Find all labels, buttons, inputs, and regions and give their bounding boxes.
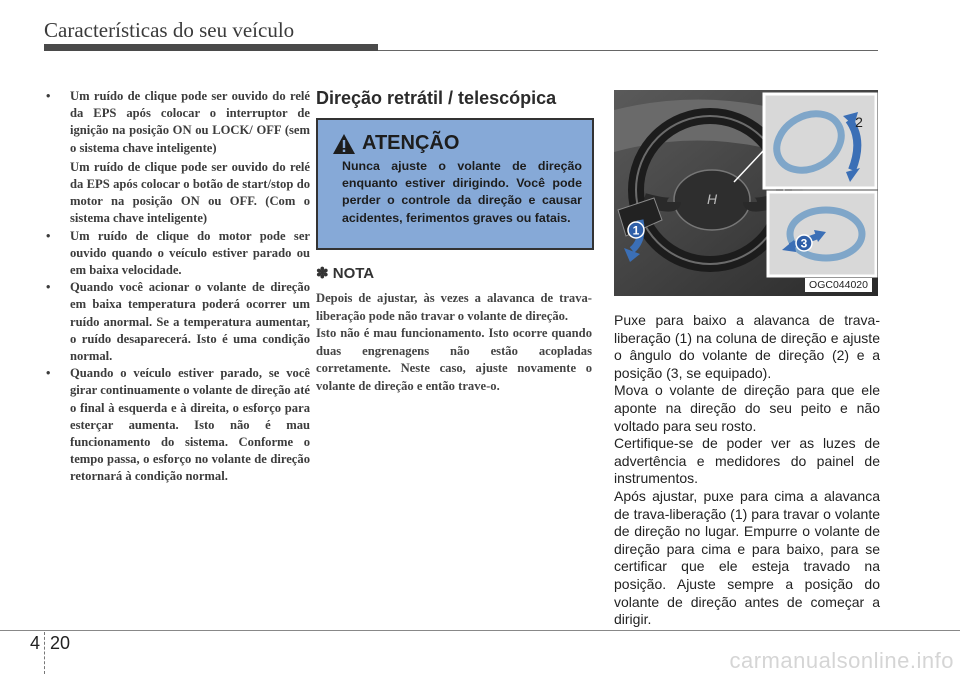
page-number: 20 <box>50 633 71 653</box>
bullet-mark: • <box>46 228 51 243</box>
note-title: ✽ NOTA <box>316 265 375 282</box>
svg-text:H: H <box>706 191 718 207</box>
bullet-mark: • <box>46 366 51 381</box>
warning-box <box>316 118 594 250</box>
header-bar <box>44 44 378 51</box>
warning-triangle-icon <box>332 133 356 155</box>
bullet-paragraph: Um ruído de clique do motor pode ser ouvido quando o veículo estiver parado ou em baixa velocidade. <box>70 228 310 278</box>
bullet-mark: • <box>46 280 51 295</box>
warning-text: Nunca ajuste o volante de direção enquanto estiver dirigindo. Você pode perder o controle da direção e causar acidentes, ferimentos graves ou fatais. <box>342 159 582 225</box>
bullet-paragraph: Quando você acionar o volante de direção em baixa temperatura poderá ocorrer um ruído anormal. Se a temperatura aumentar, o ruído desaparecerá. Isto é uma condição normal. <box>70 280 310 364</box>
inset-telescopic <box>768 192 876 276</box>
footer-divider <box>44 632 45 674</box>
bullet-paragraph: Um ruído de clique pode ser ouvido do relé da EPS após colocar o interruptor de ignição na posição ON ou LOCK/ OFF (sem o sistema chave inteligente) <box>70 89 310 155</box>
steering-adjustment-illustration <box>614 90 878 296</box>
section-number: 4 <box>30 633 41 653</box>
figure-code: OGC044020 <box>805 278 872 292</box>
warning-title: ATENÇÃO <box>362 132 460 154</box>
bullet-item <box>46 279 310 365</box>
callout-3-label: 3 <box>800 236 808 251</box>
callout-1-label: 1 <box>632 223 640 238</box>
steering-wheel-figure <box>614 90 878 296</box>
bullet-item <box>46 365 310 485</box>
instruction-paragraph: Certifique-se de poder ver as luzes de advertência e medidores do painel de instrumentos. <box>614 435 880 487</box>
watermark: carmanualsonline.info <box>729 648 954 673</box>
header-rule <box>378 50 878 51</box>
page-header-title: Características do seu veículo <box>44 18 295 42</box>
right-column <box>614 312 880 629</box>
bullet-mark: • <box>46 89 51 103</box>
instruction-paragraph: Puxe para baixo a alavanca de trava-liberação (1) na coluna de direção e ajuste o ângulo do volante de direção (2) e a posição (3, se equipado). <box>614 312 880 381</box>
bullet-item <box>46 228 310 280</box>
bullet-paragraph: Quando o veículo estiver parado, se você girar continuamente o volante de direção até o final à esquerda e à direita, o esforço para esterçar aumenta. Isto não é mau funcionamento do sistema. Conforme o tempo passa, o esforço no volante de direção retornará à condição normal. <box>70 366 310 484</box>
warning-heading <box>332 132 459 155</box>
note-paragraph: Isto não é mau funcionamento. Isto ocorre quando duas engrenagens não estão acopladas corretamente. Neste caso, ajuste novamente o volante de direção e então trave-o. <box>316 326 592 393</box>
instruction-paragraph: Mova o volante de direção para que ele aponte na direção do seu peito e não voltado para seu rosto. <box>614 382 880 434</box>
bullet-paragraph: Um ruído de clique pode ser ouvido do relé da EPS após colocar o botão de start/stop do motor na posição ON ou OFF. (Com o sistema chave inteligente) <box>70 159 310 226</box>
bullet-item <box>46 88 310 228</box>
note-paragraph: Depois de ajustar, às vezes a alavanca de trava-liberação pode não travar o volante de direção. <box>316 291 592 323</box>
callout-2-label: 2 <box>855 114 863 130</box>
left-column <box>46 88 310 486</box>
instruction-paragraph: Após ajustar, puxe para cima a alavanca de trava-liberação (1) para travar o volante de direção no lugar. Empurre o volante de direção para cima e para baixo, para se certificar que ele esteja travado na posição. Ajuste sempre a posição do volante de direção antes de começar a dirigir. <box>614 487 880 628</box>
note-body <box>316 290 592 396</box>
footer-rule <box>0 630 960 631</box>
section-title: Direção retrátil / telescópica <box>316 88 557 108</box>
